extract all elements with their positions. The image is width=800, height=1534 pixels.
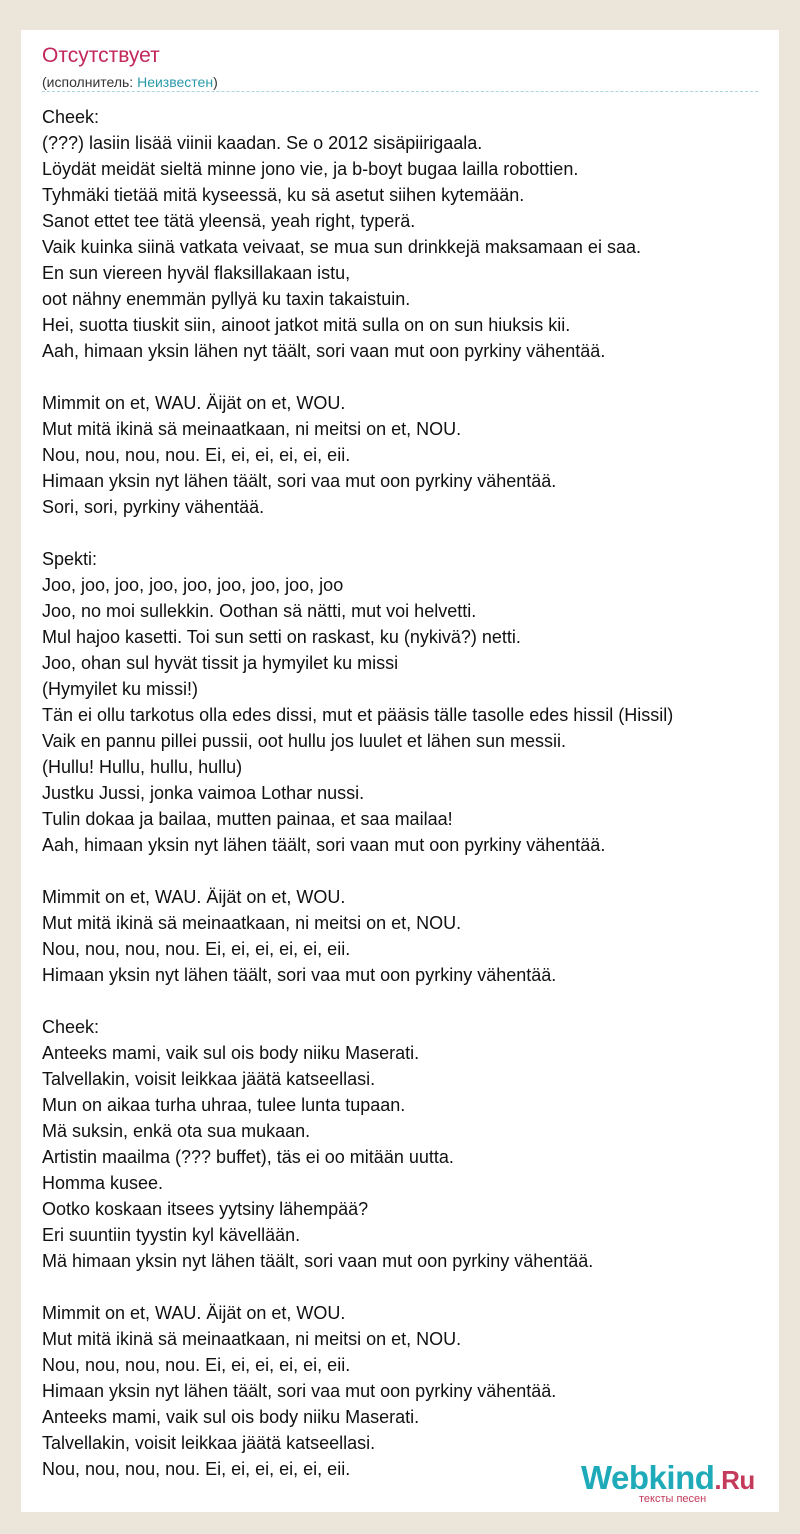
lyric-line: Mut mitä ikinä sä meinaatkaan, ni meitsi on et, NOU. bbox=[42, 419, 462, 439]
lyric-blank-line bbox=[42, 988, 772, 1014]
artist-prefix: (исполнитель: bbox=[42, 74, 138, 90]
lyric-blank-line bbox=[42, 858, 772, 884]
lyric-line: Cheek: bbox=[42, 1017, 100, 1037]
lyric-line: Mä suksin, enkä ota sua mukaan. bbox=[42, 1121, 311, 1141]
lyric-line: Tulin dokaa ja bailaa, mutten painaa, et saa mailaa! bbox=[42, 809, 453, 829]
lyric-line: Sori, sori, pyrkiny vähentää. bbox=[42, 497, 265, 517]
lyric-line: Artistin maailma (??? buffet), täs ei oo mitään uutta. bbox=[42, 1147, 454, 1167]
logo-word: Webkind bbox=[581, 1459, 715, 1496]
lyrics-card bbox=[21, 30, 779, 1512]
lyric-line: Aah, himaan yksin lähen nyt täält, sori vaan mut oon pyrkiny vähentää. bbox=[42, 341, 606, 361]
lyric-line: Nou, nou, nou, nou. Ei, ei, ei, ei, ei, eii. bbox=[42, 1459, 351, 1479]
lyric-line: Tyhmäki tietää mitä kyseessä, ku sä asetut siihen kytemään. bbox=[42, 185, 525, 205]
lyric-line: Talvellakin, voisit leikkaa jäätä katseellasi. bbox=[42, 1433, 376, 1453]
lyric-line: Aah, himaan yksin nyt lähen täält, sori vaan mut oon pyrkiny vähentää. bbox=[42, 835, 606, 855]
lyric-line: (Hullu! Hullu, hullu, hullu) bbox=[42, 757, 243, 777]
lyric-line: Löydät meidät sieltä minne jono vie, ja b-boyt bugaa lailla robottien. bbox=[42, 159, 579, 179]
lyric-line: Himaan yksin nyt lähen täält, sori vaa mut oon pyrkiny vähentää. bbox=[42, 965, 557, 985]
lyric-line: Homma kusee. bbox=[42, 1173, 164, 1193]
lyric-line: Mä himaan yksin nyt lähen täält, sori vaan mut oon pyrkiny vähentää. bbox=[42, 1251, 594, 1271]
logo-suffix: .Ru bbox=[714, 1465, 755, 1495]
site-logo[interactable] bbox=[581, 1460, 771, 1504]
lyric-line: Anteeks mami, vaik sul ois body niiku Maserati. bbox=[42, 1043, 420, 1063]
lyric-blank-line bbox=[42, 1274, 772, 1300]
song-title: Отсутствует bbox=[42, 44, 160, 67]
lyric-line: Sanot ettet tee tätä yleensä, yeah right, typerä. bbox=[42, 211, 416, 231]
lyric-line: Himaan yksin nyt lähen täält, sori vaa mut oon pyrkiny vähentää. bbox=[42, 1381, 557, 1401]
lyric-line: Nou, nou, nou, nou. Ei, ei, ei, ei, ei, eii. bbox=[42, 1355, 351, 1375]
lyric-line: Nou, nou, nou, nou. Ei, ei, ei, ei, ei, eii. bbox=[42, 939, 351, 959]
artist-line bbox=[42, 73, 218, 91]
lyric-line: Mimmit on et, WAU. Äijät on et, WOU. bbox=[42, 887, 346, 907]
lyric-line: Eri suuntiin tyystin kyl kävellään. bbox=[42, 1225, 301, 1245]
lyric-blank-line bbox=[42, 520, 772, 546]
lyric-line: Joo, ohan sul hyvät tissit ja hymyilet ku missi bbox=[42, 653, 399, 673]
lyric-line: Talvellakin, voisit leikkaa jäätä katseellasi. bbox=[42, 1069, 376, 1089]
lyric-line: Mimmit on et, WAU. Äijät on et, WOU. bbox=[42, 393, 346, 413]
lyric-line: Joo, no moi sullekkin. Oothan sä nätti, mut voi helvetti. bbox=[42, 601, 477, 621]
lyric-line: Mul hajoo kasetti. Toi sun setti on raskast, ku (nykivä?) netti. bbox=[42, 627, 521, 647]
lyric-line: Himaan yksin nyt lähen täält, sori vaa mut oon pyrkiny vähentää. bbox=[42, 471, 557, 491]
lyric-line: Mut mitä ikinä sä meinaatkaan, ni meitsi on et, NOU. bbox=[42, 913, 462, 933]
lyric-line: Mun on aikaa turha uhraa, tulee lunta tupaan. bbox=[42, 1095, 406, 1115]
lyric-line: Justku Jussi, jonka vaimoa Lothar nussi. bbox=[42, 783, 365, 803]
lyric-line: Spekti: bbox=[42, 549, 98, 569]
lyric-line: Cheek: bbox=[42, 107, 100, 127]
lyric-line: Hei, suotta tiuskit siin, ainoot jatkot mitä sulla on on sun hiuksis kii. bbox=[42, 315, 571, 335]
lyric-line: Nou, nou, nou, nou. Ei, ei, ei, ei, ei, eii. bbox=[42, 445, 351, 465]
lyric-line: En sun viereen hyväl flaksillakaan istu, bbox=[42, 263, 351, 283]
artist-link[interactable]: Неизвестен bbox=[137, 74, 214, 90]
lyric-line: Vaik en pannu pillei pussii, oot hullu jos luulet et lähen sun messii. bbox=[42, 731, 566, 751]
lyric-line: Joo, joo, joo, joo, joo, joo, joo, joo, joo bbox=[42, 575, 344, 595]
logo-tagline: тексты песен bbox=[639, 1493, 707, 1505]
header-divider bbox=[42, 91, 758, 92]
lyric-line: (???) lasiin lisää viinii kaadan. Se o 2012 sisäpiirigaala. bbox=[42, 133, 483, 153]
lyric-line: Anteeks mami, vaik sul ois body niiku Maserati. bbox=[42, 1407, 420, 1427]
lyric-line: oot nähny enemmän pyllyä ku taxin takaistuin. bbox=[42, 289, 411, 309]
lyric-line: Mimmit on et, WAU. Äijät on et, WOU. bbox=[42, 1303, 346, 1323]
lyric-line: Ootko koskaan itsees yytsiny lähempää? bbox=[42, 1199, 369, 1219]
artist-suffix: ) bbox=[213, 74, 218, 90]
lyric-line: Tän ei ollu tarkotus olla edes dissi, mut et pääsis tälle tasolle edes hissil (Hissil) bbox=[42, 705, 674, 725]
lyrics-text bbox=[42, 104, 772, 1482]
lyric-line: Vaik kuinka siinä vatkata veivaat, se mua sun drinkkejä maksamaan ei saa. bbox=[42, 237, 641, 257]
lyric-blank-line bbox=[42, 364, 772, 390]
lyric-line: (Hymyilet ku missi!) bbox=[42, 679, 198, 699]
lyric-line: Mut mitä ikinä sä meinaatkaan, ni meitsi on et, NOU. bbox=[42, 1329, 462, 1349]
